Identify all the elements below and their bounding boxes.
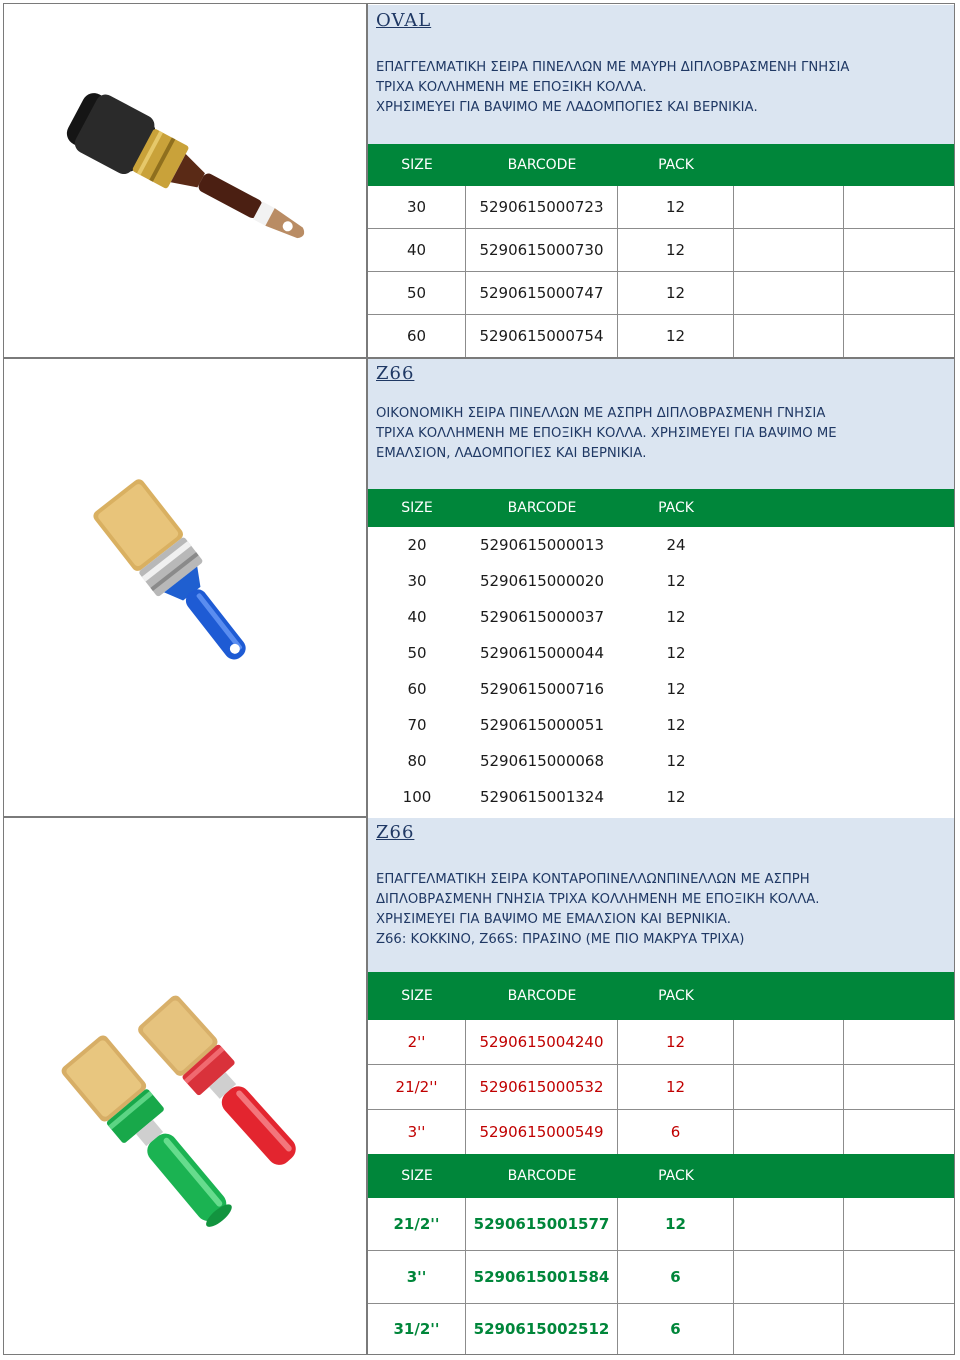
description-line: ΧΡΗΣΙΜΕΥΕΙ ΓΙΑ ΒΑΨΙΜΟ ΜΕ ΕΜΑΛΣΙΟΝ ΚΑΙ ΒΕΡΝΙΚΙΑ. [376, 912, 731, 927]
pack-cell: 12 [666, 680, 686, 698]
empty-cell [734, 1020, 844, 1064]
empty-cell [844, 1304, 954, 1354]
size-cell: 70 [407, 716, 427, 734]
column-header-pack: PACK [658, 1168, 694, 1184]
size-cell: 20 [407, 536, 427, 554]
table-row [368, 599, 954, 635]
pack-cell: 12 [618, 186, 734, 228]
table-row [368, 779, 954, 815]
pack-cell: 6 [618, 1110, 734, 1154]
empty-cell [734, 186, 844, 228]
empty-cell [734, 1065, 844, 1109]
table-row [368, 1304, 954, 1354]
empty-cell [844, 1065, 954, 1109]
blue-paint-brush-image [70, 470, 300, 700]
column-header-pack: PACK [658, 500, 694, 516]
empty-cell [734, 272, 844, 314]
description-line: ΤΡΙΧΑ ΚΟΛΛΗΜΕΝΗ ΜΕ ΕΠΟΞΙΚΗ ΚΟΛΛΑ. [376, 80, 647, 95]
description-line: Z66: ΚΟΚΚΙΝΟ, Z66S: ΠΡΑΣΙΝΟ (ΜΕ ΠΙΟ ΜΑΚΡΥΑ ΤΡΙΧΑ) [376, 932, 745, 947]
empty-cell [844, 1020, 954, 1064]
table-row [368, 671, 954, 707]
empty-cell [844, 229, 954, 271]
description-line: ΤΡΙΧΑ ΚΟΛΛΗΜΕΝΗ ΜΕ ΕΠΟΞΙΚΗ ΚΟΛΛΑ. ΧΡΗΣΙΜΕΥΕΙ ΓΙΑ ΒΑΨΙΜΟ ΜΕ [376, 426, 837, 441]
product-code: Z66 [376, 363, 415, 384]
pack-cell: 12 [666, 572, 686, 590]
barcode-cell: 5290615000549 [466, 1110, 618, 1154]
table-row [368, 707, 954, 743]
size-cell: 100 [402, 788, 432, 806]
size-cell: 30 [407, 572, 427, 590]
size-cell: 40 [368, 229, 466, 271]
table-row [368, 229, 954, 272]
barcode-cell: 5290615004240 [466, 1020, 618, 1064]
size-cell: 80 [407, 752, 427, 770]
barcode-cell: 5290615000723 [466, 186, 618, 228]
table-row [368, 635, 954, 671]
empty-cell [734, 229, 844, 271]
table-row [368, 1198, 954, 1251]
size-cell: 3'' [368, 1110, 466, 1154]
barcode-cell: 5290615000068 [479, 752, 605, 770]
pack-cell: 12 [666, 644, 686, 662]
barcode-cell: 5290615000037 [479, 608, 605, 626]
description-text [376, 58, 936, 118]
pack-cell: 12 [618, 1198, 734, 1250]
size-cell: 60 [407, 680, 427, 698]
description-line: ΕΜΑΛΣΙΟΝ, ΛΑΔΟΜΠΟΓΙΕΣ ΚΑΙ ΒΕΡΝΙΚΙΑ. [376, 446, 647, 461]
empty-cell [844, 272, 954, 314]
column-header-pack: PACK [658, 157, 694, 173]
column-header-barcode: BARCODE [507, 500, 577, 516]
table-header [368, 144, 954, 186]
description-line: ΟΙΚΟΝΟΜΙΚΗ ΣΕΙΡΑ ΠΙΝΕΛΛΩΝ ΜΕ ΑΣΠΡΗ ΔΙΠΛΟΒΡΑΣΜΕΝΗ ΓΝΗΣΙΑ [376, 406, 826, 421]
table-header [368, 489, 954, 527]
column-header-pack: PACK [658, 988, 694, 1004]
table-row [368, 1251, 954, 1304]
column-header-barcode: BARCODE [507, 157, 577, 173]
empty-cell [734, 1251, 844, 1303]
pack-cell: 12 [618, 1020, 734, 1064]
table-row [368, 1110, 954, 1154]
pack-cell: 12 [618, 272, 734, 314]
table-row [368, 1020, 954, 1065]
barcode-cell: 5290615000013 [479, 536, 605, 554]
empty-cell [734, 1110, 844, 1154]
description-line: ΕΠΑΓΓΕΛΜΑΤΙΚΗ ΣΕΙΡΑ ΠΙΝΕΛΛΩΝ ΜΕ ΜΑΥΡΗ ΔΙΠΛΟΒΡΑΣΜΕΝΗ ΓΝΗΣΙΑ [376, 60, 850, 75]
column-header-size: SIZE [401, 500, 433, 516]
table-header [368, 1154, 954, 1198]
barcode-cell: 5290615001324 [479, 788, 605, 806]
size-cell: 30 [368, 186, 466, 228]
barcode-cell: 5290615001577 [466, 1198, 618, 1250]
column-header-size: SIZE [401, 988, 433, 1004]
description-text [376, 870, 936, 950]
black-paint-brush-image [50, 85, 330, 275]
table-row [368, 272, 954, 315]
size-cell: 40 [407, 608, 427, 626]
barcode-cell: 5290615000730 [466, 229, 618, 271]
barcode-cell: 5290615000716 [479, 680, 605, 698]
size-cell: 2'' [368, 1020, 466, 1064]
column-header-barcode: BARCODE [507, 988, 577, 1004]
size-cell: 50 [407, 644, 427, 662]
pack-cell: 12 [666, 608, 686, 626]
description-text [376, 404, 936, 464]
empty-cell [734, 1304, 844, 1354]
size-cell: 21/2'' [368, 1065, 466, 1109]
empty-cell [844, 1251, 954, 1303]
barcode-cell: 5290615000020 [479, 572, 605, 590]
table-row [368, 1065, 954, 1110]
size-cell: 50 [368, 272, 466, 314]
section-description [368, 359, 954, 489]
size-cell: 21/2'' [368, 1198, 466, 1250]
pack-cell: 24 [666, 536, 686, 554]
barcode-cell: 5290615001584 [466, 1251, 618, 1303]
size-cell: 60 [368, 315, 466, 357]
empty-cell [734, 315, 844, 357]
pack-cell: 6 [618, 1304, 734, 1354]
pack-cell: 12 [666, 752, 686, 770]
table-row [368, 315, 954, 357]
empty-cell [844, 1198, 954, 1250]
column-header-size: SIZE [401, 157, 433, 173]
barcode-cell: 5290615000532 [466, 1065, 618, 1109]
description-line: ΔΙΠΛΟΒΡΑΣΜΕΝΗ ΓΝΗΣΙΑ ΤΡΙΧΑ ΚΟΛΛΗΜΕΝΗ ΜΕ ΕΠΟΞΙΚΗ ΚΟΛΛΑ. [376, 892, 820, 907]
pack-cell: 12 [666, 716, 686, 734]
description-line: ΕΠΑΓΓΕΛΜΑΤΙΚΗ ΣΕΙΡΑ ΚΟΝΤΑΡΟΠΙΝΕΛΛΩΝΠΙΝΕΛΛΩΝ ΜΕ ΑΣΠΡΗ [376, 872, 810, 887]
barcode-cell: 5290615002512 [466, 1304, 618, 1354]
pack-cell: 12 [618, 1065, 734, 1109]
table-row [368, 527, 954, 563]
barcode-cell: 5290615000747 [466, 272, 618, 314]
pack-cell: 12 [618, 229, 734, 271]
pack-cell: 12 [618, 315, 734, 357]
table-row [368, 186, 954, 229]
section-description [368, 5, 954, 144]
size-cell: 31/2'' [368, 1304, 466, 1354]
section-divider [4, 816, 368, 818]
table-header [368, 972, 954, 1020]
table-row [368, 743, 954, 779]
empty-cell [844, 315, 954, 357]
barcode-cell: 5290615000754 [466, 315, 618, 357]
barcode-cell: 5290615000051 [479, 716, 605, 734]
product-code: Z66 [376, 822, 415, 843]
section-description [368, 818, 954, 972]
pack-cell: 12 [666, 788, 686, 806]
product-code: OVAL [376, 10, 432, 31]
column-header-barcode: BARCODE [507, 1168, 577, 1184]
table-row [368, 563, 954, 599]
column-header-size: SIZE [401, 1168, 433, 1184]
description-line: ΧΡΗΣΙΜΕΥΕΙ ΓΙΑ ΒΑΨΙΜΟ ΜΕ ΛΑΔΟΜΠΟΓΙΕΣ ΚΑΙ ΒΕΡΝΙΚΙΑ. [376, 100, 758, 115]
empty-cell [734, 1198, 844, 1250]
empty-cell [844, 1110, 954, 1154]
pack-cell: 6 [618, 1251, 734, 1303]
barcode-cell: 5290615000044 [479, 644, 605, 662]
red-and-green-paint-brushes-image [20, 960, 340, 1260]
size-cell: 3'' [368, 1251, 466, 1303]
empty-cell [844, 186, 954, 228]
